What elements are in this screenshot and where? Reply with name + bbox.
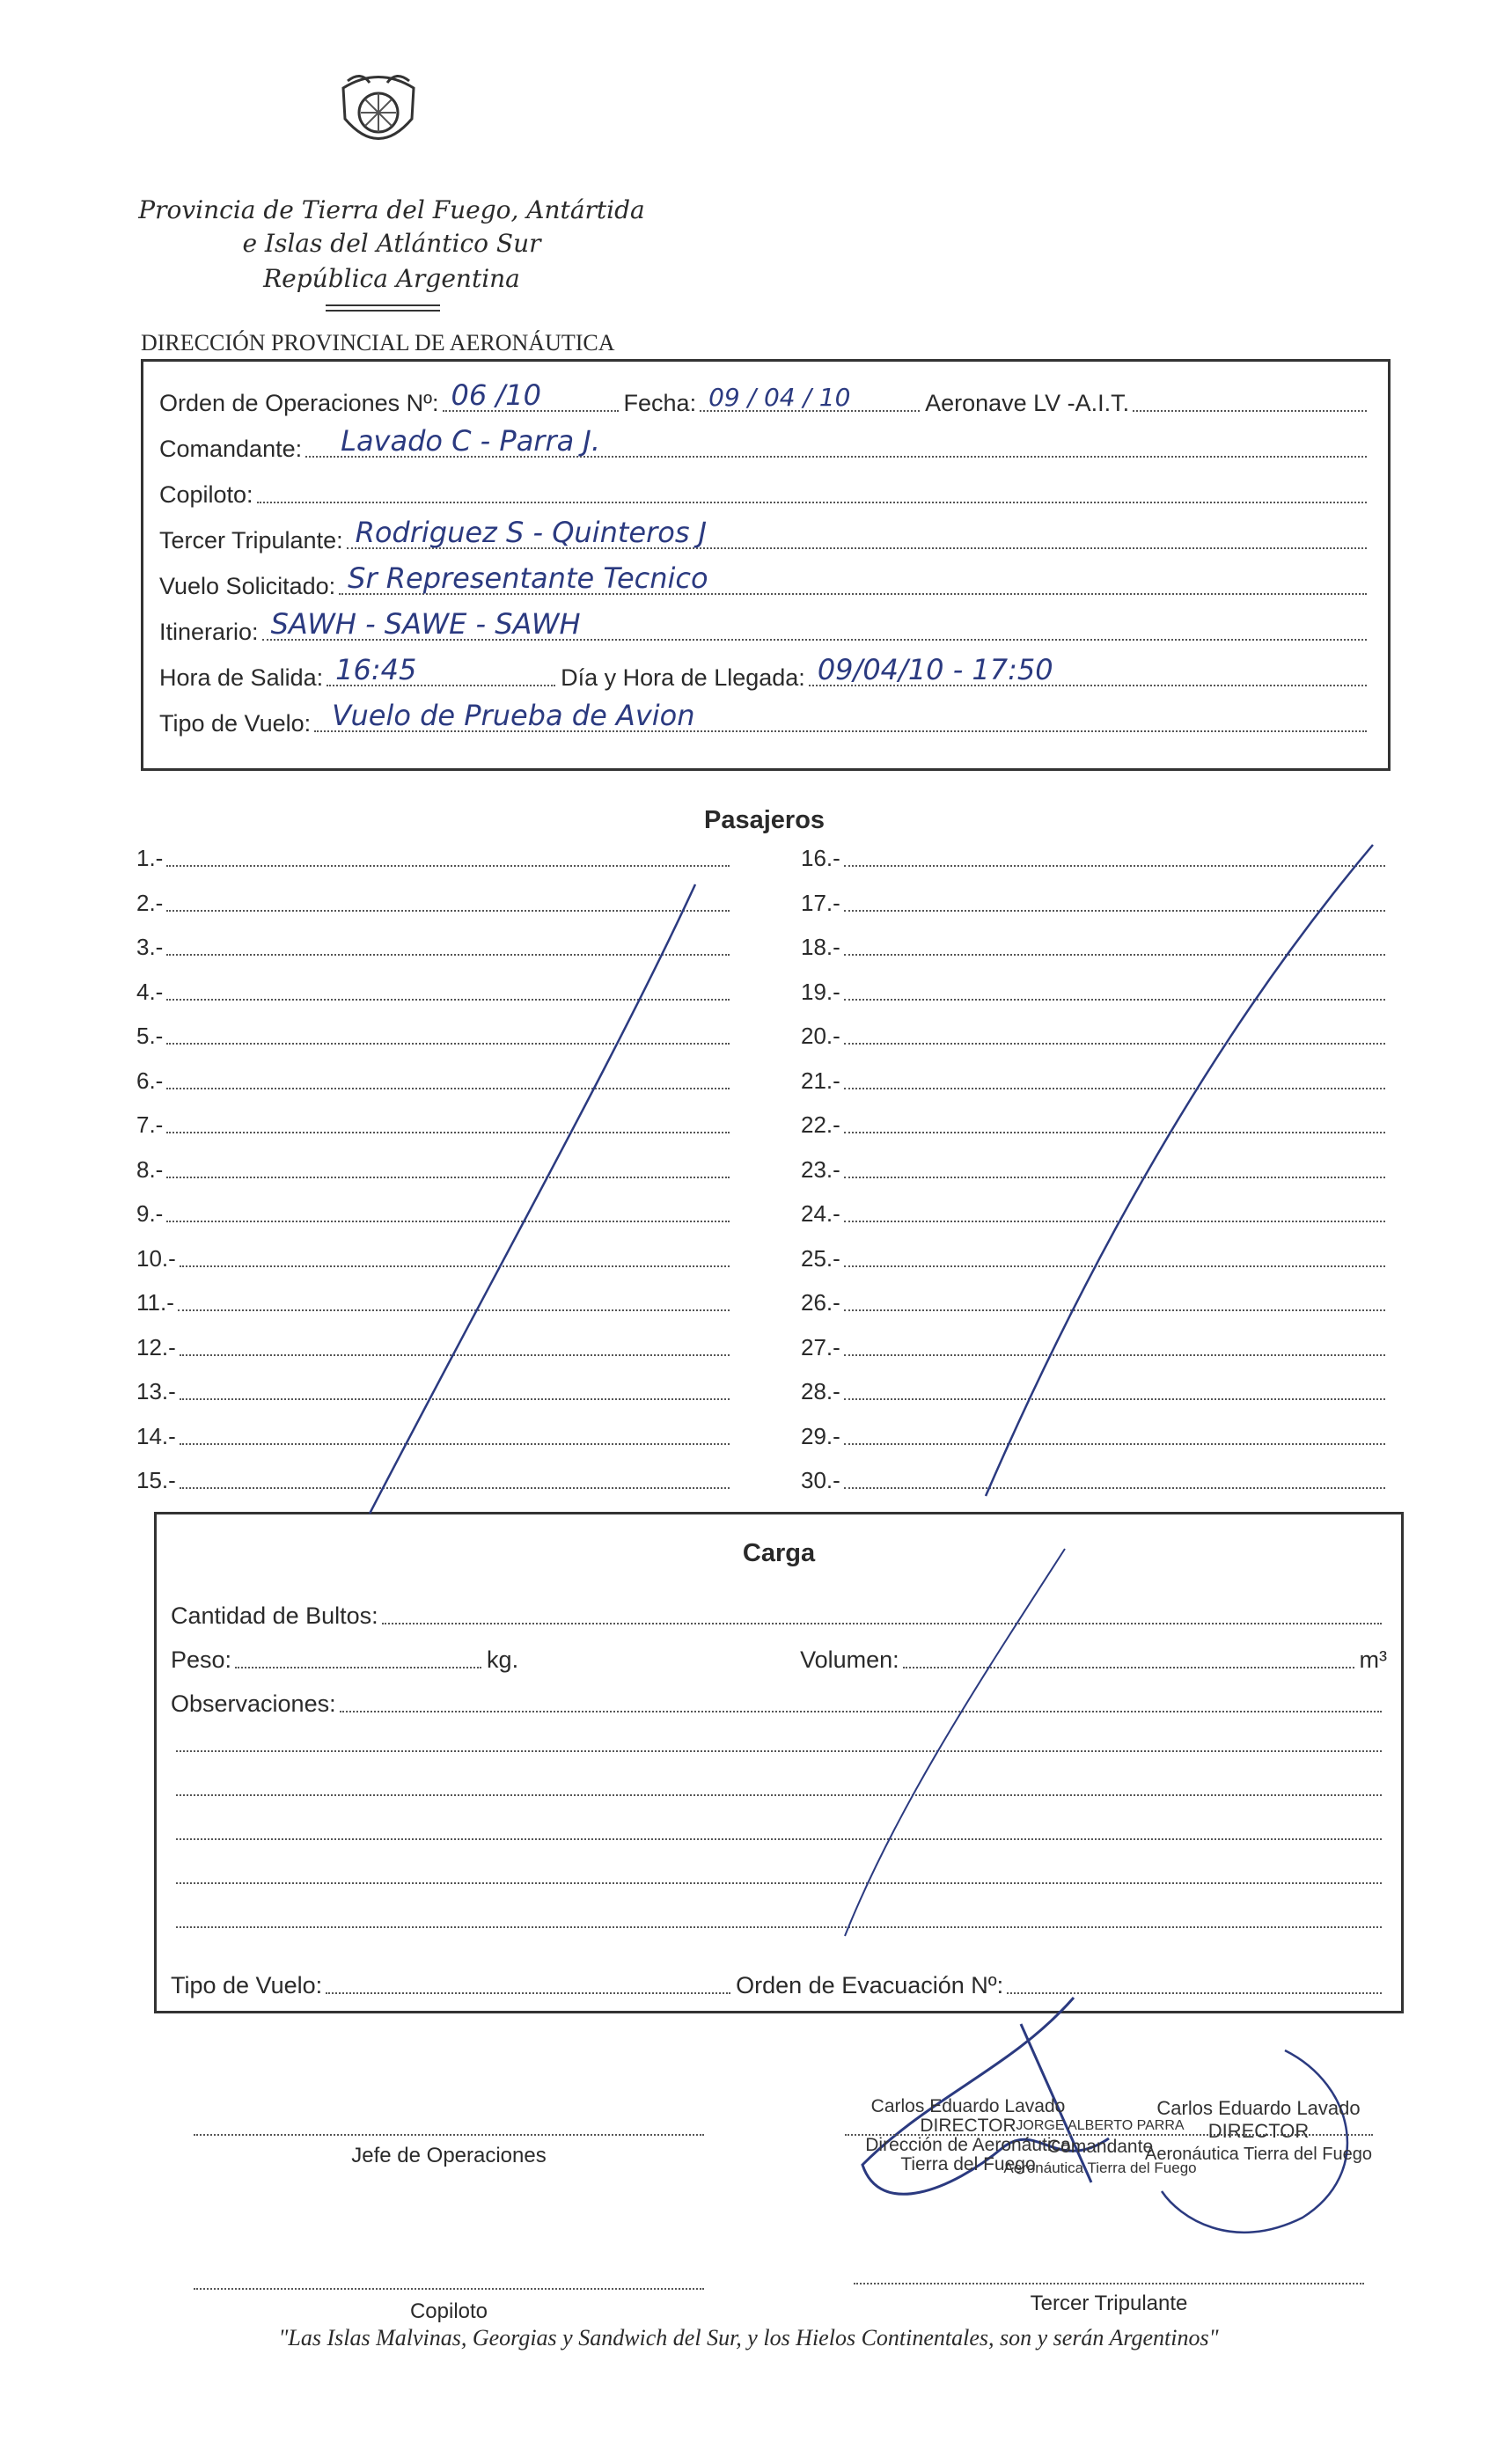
- pasajero-number: 8.-: [136, 1155, 164, 1183]
- pasajero-number: 27.-: [801, 1333, 840, 1360]
- direccion-title: DIRECCIÓN PROVINCIAL DE AERONÁUTICA: [141, 330, 615, 356]
- stamp2-role: Comandante: [1046, 2137, 1154, 2157]
- fecha-label: Fecha:: [623, 390, 697, 416]
- stamp2-org: Aeronáutica Tierra del Fuego: [1003, 2160, 1197, 2176]
- pasajero-number: 29.-: [801, 1422, 840, 1449]
- pasajero-number: 4.-: [136, 978, 164, 1005]
- pasajero-number: 3.-: [136, 934, 164, 960]
- bultos-label: Cantidad de Bultos:: [171, 1602, 378, 1629]
- header-line-2: e Islas del Atlántico Sur: [242, 229, 541, 258]
- header-line-3: República Argentina: [263, 264, 520, 293]
- pasajero-number: 1.-: [136, 845, 164, 871]
- tipo-vuelo-label: Tipo de Vuelo:: [159, 710, 312, 737]
- pasajero-number: 11.-: [136, 1289, 174, 1316]
- tercer-label: Tercer Tripulante:: [159, 527, 343, 554]
- vuelo-solicitado-value: Sr Representante Tecnico: [348, 561, 708, 595]
- strike-right: [986, 845, 1373, 1496]
- strike-left: [370, 884, 695, 1514]
- pasajero-number: 14.-: [136, 1422, 176, 1449]
- jefe-signature-line: [194, 2134, 704, 2136]
- pasajero-number: 16.-: [801, 845, 840, 871]
- orden-label: Orden de Operaciones Nº:: [159, 390, 439, 416]
- footer-quote: "Las Islas Malvinas, Georgias y Sandwich del Sur, y los Hielos Continentales, son y serán Argentinos": [278, 2325, 1219, 2350]
- stamp2-name: JORGE ALBERTO PARRA: [1016, 2118, 1185, 2133]
- itinerario-label: Itinerario:: [159, 619, 259, 645]
- llegada-label: Día y Hora de Llegada:: [561, 664, 805, 691]
- comandante-label: Comandante:: [159, 436, 303, 462]
- pasajero-number: 15.-: [136, 1467, 176, 1493]
- pasajero-number: 25.-: [801, 1244, 840, 1272]
- pasajero-number: 28.-: [801, 1378, 840, 1404]
- pasajero-number: 26.-: [801, 1289, 840, 1316]
- copiloto-label: Copiloto:: [159, 481, 253, 508]
- peso-label: Peso:: [171, 1646, 232, 1673]
- pasajero-number: 30.-: [801, 1467, 840, 1493]
- pasajero-number: 6.-: [136, 1067, 164, 1094]
- stamp3-role: DIRECTOR: [1207, 2120, 1310, 2142]
- orden-value: 06 /10: [451, 378, 541, 412]
- kg-unit: kg.: [487, 1646, 519, 1673]
- pasajero-number: 20.-: [801, 1023, 840, 1049]
- comandante-value: Lavado C - Parra J.: [341, 424, 600, 458]
- pasajero-number: 23.-: [801, 1155, 840, 1183]
- m3-unit: m³: [1359, 1646, 1387, 1673]
- observaciones-label: Observaciones:: [171, 1690, 336, 1717]
- pasajero-number: 17.-: [801, 889, 840, 916]
- jefe-label: Jefe de Operaciones: [351, 2144, 547, 2167]
- stamp1-org2: Tierra del Fuego: [900, 2154, 1036, 2174]
- pasajero-number: 24.-: [801, 1200, 840, 1227]
- copiloto-signature-line: [194, 2288, 704, 2290]
- pasajero-number: 12.-: [136, 1333, 176, 1360]
- evacuacion-label: Orden de Evacuación Nº:: [736, 1972, 1004, 1998]
- stamp-3: [1126, 2097, 1391, 2166]
- pasajero-number: 18.-: [801, 934, 840, 960]
- header-line-1: Provincia de Tierra del Fuego, Antártida: [138, 195, 645, 224]
- tipo-vuelo-value: Vuelo de Prueba de Avion: [332, 699, 695, 732]
- pasajero-number: 13.-: [136, 1378, 176, 1404]
- pasajero-number: 21.-: [801, 1067, 840, 1094]
- tercer-signature-line: [854, 2283, 1364, 2284]
- pasajero-number: 9.-: [136, 1200, 164, 1227]
- copiloto-signature-label: Copiloto: [409, 2299, 488, 2323]
- stamp1-name: Carlos Eduardo Lavado: [870, 2096, 1066, 2116]
- pasajero-number: 10.-: [136, 1244, 176, 1272]
- hora-salida-value: 16:45: [335, 653, 417, 686]
- aeronave-label: Aeronave LV -A.I.T.: [925, 390, 1130, 416]
- pasajero-number: 7.-: [136, 1111, 164, 1138]
- stamp3-name: Carlos Eduardo Lavado: [1156, 2097, 1361, 2119]
- strike-carga: [845, 1549, 1065, 1936]
- volumen-label: Volumen:: [800, 1646, 899, 1673]
- hora-salida-label: Hora de Salida:: [159, 664, 324, 691]
- stamp1-org1: Dirección de Aeronáutica: [865, 2135, 1071, 2155]
- pasajero-number: 5.-: [136, 1023, 164, 1049]
- pasajero-number: 19.-: [801, 978, 840, 1005]
- pasajero-number: 2.-: [136, 889, 164, 916]
- pasajeros-title: Pasajeros: [704, 806, 826, 834]
- fecha-value: 09 / 04 / 10: [708, 383, 851, 412]
- carga-tipo-label: Tipo de Vuelo:: [171, 1972, 323, 1998]
- llegada-value: 09/04/10 - 17:50: [817, 653, 1053, 686]
- tercer-value: Rodriguez S - Quinteros J: [355, 516, 708, 549]
- tercer-signature-label: Tercer Tripulante: [1030, 2292, 1188, 2315]
- vuelo-solicitado-label: Vuelo Solicitado:: [159, 573, 336, 599]
- stamp3-org: Aeronáutica Tierra del Fuego: [1145, 2145, 1372, 2164]
- carga-title: Carga: [742, 1539, 816, 1567]
- pasajero-number: 22.-: [801, 1111, 840, 1138]
- itinerario-value: SAWH - SAWE - SAWH: [270, 607, 581, 641]
- stamp1-role: DIRECTOR: [920, 2116, 1016, 2136]
